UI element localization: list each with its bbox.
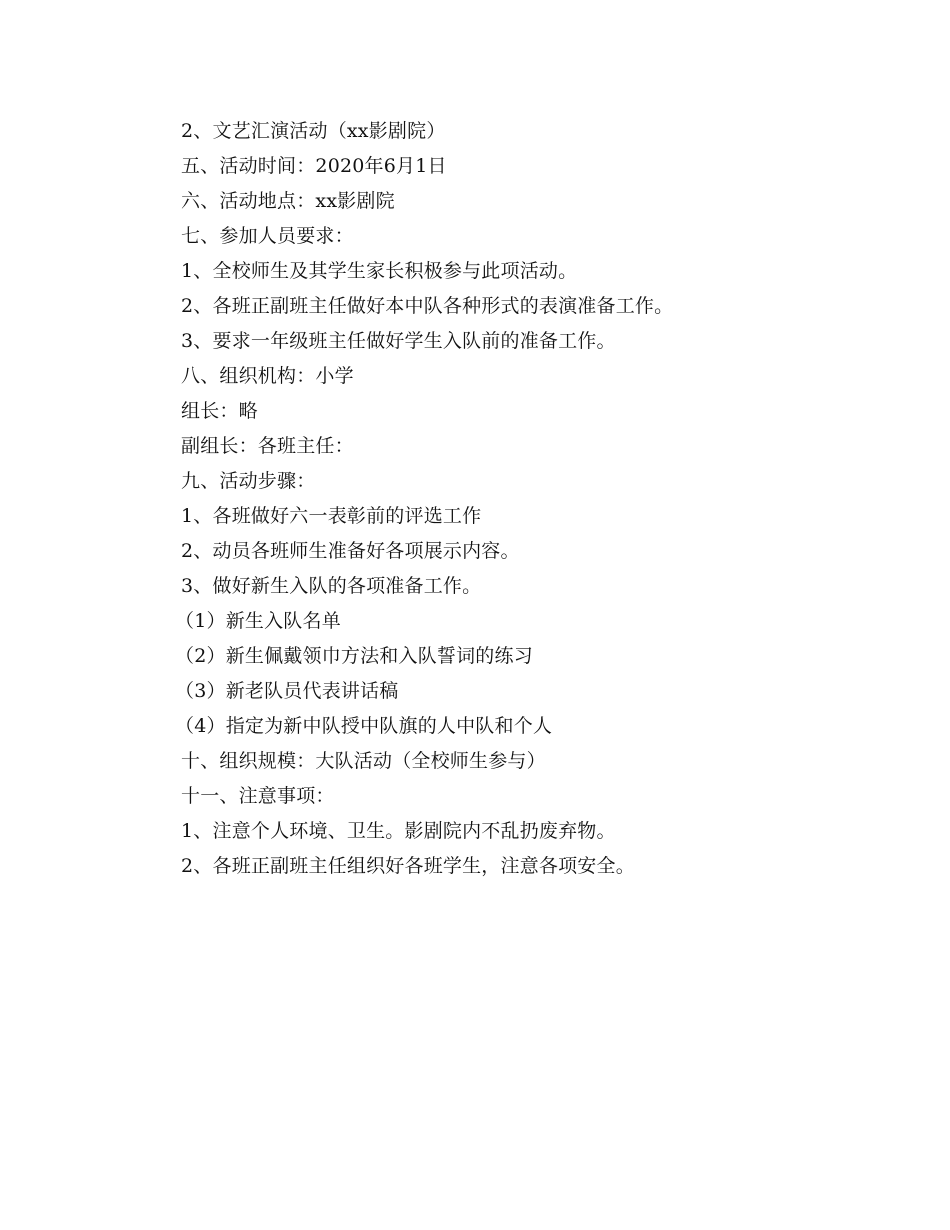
section-activity-steps: 九、活动步骤： xyxy=(181,470,316,492)
organization-deputy-leader: 副组长：各班主任： xyxy=(181,435,354,457)
step-item-1: 1、各班做好六一表彰前的评选工作 xyxy=(181,505,482,527)
note-item-2: 2、各班正副班主任组织好各班学生，注意各项安全。 xyxy=(181,855,635,877)
step-subitem-2: （2）新生佩戴领巾方法和入队誓词的练习 xyxy=(175,645,533,667)
note-item-1: 1、注意个人环境、卫生。影剧院内不乱扔废弃物。 xyxy=(181,820,616,842)
section-organization-scale: 十、组织规模：大队活动（全校师生参与） xyxy=(181,750,546,772)
step-subitem-3: （3）新老队员代表讲话稿 xyxy=(175,680,399,702)
organization-leader: 组长：略 xyxy=(181,400,258,422)
item-performance-activity: 2、文艺汇演活动（xx影剧院） xyxy=(181,120,446,142)
section-participant-requirements: 七、参加人员要求： xyxy=(181,225,354,247)
section-notes: 十一、注意事项： xyxy=(181,785,335,807)
step-item-2: 2、动员各班师生准备好各项展示内容。 xyxy=(181,540,520,562)
section-activity-time: 五、活动时间：2020年6月1日 xyxy=(181,155,447,177)
document-body xyxy=(175,114,901,884)
step-subitem-4: （4）指定为新中队授中队旗的人中队和个人 xyxy=(175,715,553,737)
section-organization: 八、组织机构：小学 xyxy=(181,365,354,387)
requirement-item-2: 2、各班正副班主任做好本中队各种形式的表演准备工作。 xyxy=(181,295,674,317)
step-item-3: 3、做好新生入队的各项准备工作。 xyxy=(181,575,482,597)
requirement-item-3: 3、要求一年级班主任做好学生入队前的准备工作。 xyxy=(181,330,616,352)
step-subitem-1: （1）新生入队名单 xyxy=(175,610,341,632)
requirement-item-1: 1、全校师生及其学生家长积极参与此项活动。 xyxy=(181,260,578,282)
section-activity-location: 六、活动地点：xx影剧院 xyxy=(181,190,395,212)
